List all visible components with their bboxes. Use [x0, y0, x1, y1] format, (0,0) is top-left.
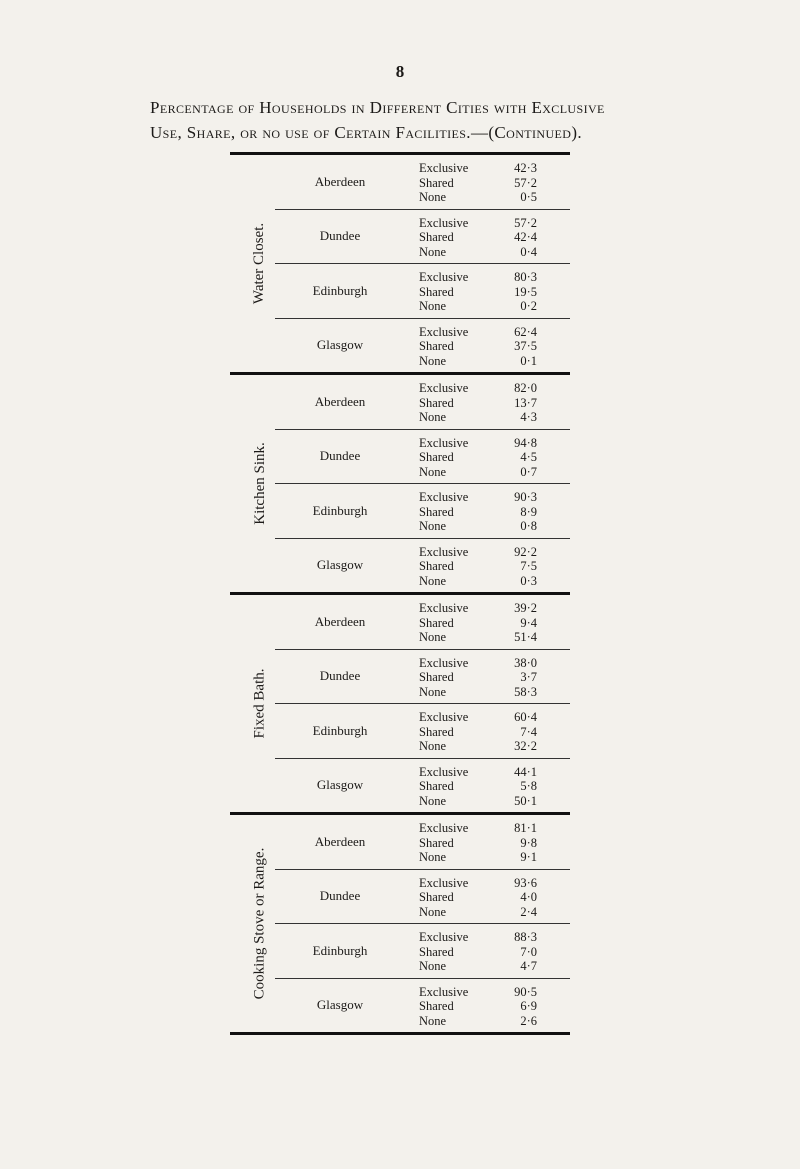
percentage-value: 7·4 — [520, 724, 537, 739]
use-type: Exclusive — [419, 544, 469, 559]
use-type: None — [419, 464, 447, 479]
facility-section — [230, 375, 570, 592]
percentage-value: 57·2 — [514, 175, 537, 190]
use-type: None — [419, 793, 447, 808]
percentage-value: 57·2 — [514, 215, 537, 230]
table-row — [419, 354, 570, 369]
city-rows — [419, 216, 570, 260]
table-row — [419, 876, 570, 891]
percentage-value: 5·8 — [520, 779, 537, 793]
city-name: Aberdeen — [314, 613, 366, 629]
table-row — [419, 905, 570, 920]
table-row — [419, 285, 570, 300]
facility-label — [252, 595, 268, 812]
city-name: Aberdeen — [314, 173, 366, 189]
percentage-value: 94·8 — [514, 435, 537, 450]
percentage-value: 60·4 — [514, 710, 537, 724]
city-name: Aberdeen — [314, 833, 366, 849]
city-group — [275, 539, 570, 593]
facility-label — [252, 815, 268, 1032]
use-type: None — [419, 1013, 447, 1028]
percentage-value: 0·8 — [520, 519, 537, 533]
percentage-value: 4·0 — [520, 890, 537, 904]
percentage-value: 7·5 — [520, 559, 537, 573]
use-type: None — [419, 519, 447, 533]
percentage-value: 6·9 — [520, 999, 537, 1013]
use-type: Shared — [419, 944, 454, 959]
use-type: None — [419, 850, 447, 864]
city-group — [275, 870, 570, 925]
table-row — [419, 999, 570, 1014]
city-name: Dundee — [319, 668, 361, 684]
facility-label — [252, 375, 268, 592]
use-type: Exclusive — [419, 710, 469, 724]
use-type: Exclusive — [419, 655, 469, 670]
city-rows — [419, 930, 570, 974]
facility-label-text: Fixed Bath. — [251, 668, 268, 739]
table-row — [419, 519, 570, 534]
city-group — [275, 155, 570, 210]
city-name: Glasgow — [316, 557, 364, 573]
city-rows — [419, 161, 570, 205]
percentage-value: 81·1 — [514, 821, 537, 835]
city-group — [275, 595, 570, 650]
percentage-value: 93·6 — [514, 875, 537, 890]
table-row — [419, 725, 570, 740]
table-row — [419, 739, 570, 754]
city-group — [275, 484, 570, 539]
city-name: Aberdeen — [314, 393, 366, 409]
city-name: Edinburgh — [312, 722, 368, 738]
percentage-value: 90·3 — [514, 490, 537, 504]
table-row — [419, 821, 570, 836]
percentage-value: 9·4 — [520, 615, 537, 630]
use-type: Exclusive — [419, 930, 469, 944]
table-row — [419, 505, 570, 520]
facility-label-text: Cooking Stove or Range. — [251, 847, 268, 1000]
use-type: Shared — [419, 450, 454, 464]
table-row — [419, 670, 570, 685]
table-row — [419, 339, 570, 354]
percentage-value: 58·3 — [514, 684, 537, 699]
city-rows — [419, 381, 570, 425]
use-type: Exclusive — [419, 984, 469, 999]
table-row — [419, 325, 570, 340]
use-type: Exclusive — [419, 764, 469, 779]
use-type: Exclusive — [419, 161, 469, 175]
page-number: 8 — [395, 62, 405, 81]
percentage-value: 38·0 — [514, 655, 537, 670]
table-row — [419, 465, 570, 480]
use-type: None — [419, 904, 447, 919]
percentage-value: 51·4 — [514, 630, 537, 644]
city-group — [275, 979, 570, 1033]
percentage-value: 0·3 — [520, 573, 537, 588]
use-type: None — [419, 684, 447, 699]
use-type: Shared — [419, 175, 454, 190]
percentage-value: 62·4 — [514, 324, 537, 339]
city-rows — [419, 985, 570, 1029]
percentage-value: 3·7 — [520, 670, 537, 684]
city-rows — [419, 545, 570, 589]
table-title-line-2: Use, Share, or no use of Certain Facilities.—(Continued). — [150, 123, 583, 142]
table-row — [419, 656, 570, 671]
use-type: Shared — [419, 724, 454, 739]
table-title-line-1: Percentage of Households in Different Cities with Exclusive — [150, 98, 605, 117]
percentage-value: 4·7 — [520, 959, 537, 973]
table-row — [419, 559, 570, 574]
use-type: Exclusive — [419, 324, 469, 339]
table-row — [419, 450, 570, 465]
city-name: Dundee — [319, 888, 361, 904]
facility-label — [252, 155, 268, 372]
table-row — [419, 396, 570, 411]
table-row — [419, 850, 570, 865]
percentage-value: 8·9 — [520, 504, 537, 519]
use-type: None — [419, 299, 447, 313]
use-type: Shared — [419, 504, 454, 519]
percentage-value: 0·5 — [520, 190, 537, 204]
table-row — [419, 410, 570, 425]
percentage-value: 0·2 — [520, 299, 537, 313]
use-type: Shared — [419, 615, 454, 630]
table-row — [419, 176, 570, 191]
city-rows — [419, 821, 570, 865]
percentage-value: 44·1 — [514, 764, 537, 779]
percentage-value: 19·5 — [514, 284, 537, 299]
table-row — [419, 574, 570, 589]
table-row — [419, 545, 570, 560]
table-row — [419, 959, 570, 974]
percentage-value: 0·7 — [520, 464, 537, 479]
city-group — [275, 815, 570, 870]
percentage-value: 37·5 — [514, 339, 537, 353]
use-type: Exclusive — [419, 381, 469, 395]
use-type: Exclusive — [419, 490, 469, 504]
use-type: Shared — [419, 999, 454, 1013]
city-group — [275, 650, 570, 705]
city-rows — [419, 876, 570, 920]
percentage-value: 42·4 — [514, 230, 537, 244]
use-type: Shared — [419, 339, 454, 353]
table-row — [419, 630, 570, 645]
percentage-value: 90·5 — [514, 984, 537, 999]
city-rows — [419, 601, 570, 645]
table-row — [419, 161, 570, 176]
table-row — [419, 381, 570, 396]
section-rule — [230, 1032, 570, 1035]
table-row — [419, 710, 570, 725]
use-type: Exclusive — [419, 601, 469, 615]
percentage-value: 82·0 — [514, 381, 537, 395]
percentage-value: 9·1 — [520, 850, 537, 864]
table-row — [419, 299, 570, 314]
table-row — [419, 601, 570, 616]
table-row — [419, 836, 570, 851]
table-row — [419, 216, 570, 231]
city-group — [275, 375, 570, 430]
percentage-value: 92·2 — [514, 544, 537, 559]
table-row — [419, 945, 570, 960]
city-name: Glasgow — [316, 997, 364, 1013]
percentage-value: 80·3 — [514, 270, 537, 284]
use-type: Shared — [419, 835, 454, 850]
city-group — [275, 264, 570, 319]
city-name: Dundee — [319, 448, 361, 464]
use-type: None — [419, 410, 447, 424]
table-row — [419, 890, 570, 905]
facility-label-text: Water Closet. — [251, 222, 268, 305]
city-group — [275, 924, 570, 979]
city-group — [275, 759, 570, 813]
use-type: Shared — [419, 230, 454, 244]
use-type: None — [419, 739, 447, 753]
use-type: None — [419, 630, 447, 644]
city-name: Glasgow — [316, 777, 364, 793]
use-type: Exclusive — [419, 875, 469, 890]
table-row — [419, 190, 570, 205]
facility-label-text: Kitchen Sink. — [251, 442, 268, 525]
city-group — [275, 210, 570, 265]
facility-section — [230, 595, 570, 812]
city-rows — [419, 490, 570, 534]
table-row — [419, 985, 570, 1000]
percentage-value: 7·0 — [520, 944, 537, 959]
use-type: Shared — [419, 670, 454, 684]
percentage-value: 88·3 — [514, 930, 537, 944]
use-type: Shared — [419, 890, 454, 904]
city-name: Edinburgh — [312, 282, 368, 298]
use-type: Shared — [419, 395, 454, 410]
table-row — [419, 436, 570, 451]
use-type: None — [419, 190, 447, 204]
percentage-value: 39·2 — [514, 601, 537, 615]
table-row — [419, 490, 570, 505]
table-row — [419, 685, 570, 700]
city-rows — [419, 765, 570, 809]
table-row — [419, 930, 570, 945]
percentage-value: 32·2 — [514, 739, 537, 753]
percentage-value: 13·7 — [514, 395, 537, 410]
use-type: Exclusive — [419, 215, 469, 230]
city-name: Glasgow — [316, 337, 364, 353]
table-row — [419, 616, 570, 631]
use-type: Exclusive — [419, 270, 469, 284]
percentage-value: 50·1 — [514, 793, 537, 808]
table-row — [419, 245, 570, 260]
use-type: Shared — [419, 559, 454, 573]
use-type: None — [419, 573, 447, 588]
table-row — [419, 765, 570, 780]
city-rows — [419, 656, 570, 700]
table-row — [419, 270, 570, 285]
use-type: Exclusive — [419, 821, 469, 835]
use-type: None — [419, 959, 447, 973]
use-type: Shared — [419, 779, 454, 793]
city-rows — [419, 710, 570, 754]
table-row — [419, 779, 570, 794]
city-rows — [419, 436, 570, 480]
percentage-value: 2·6 — [520, 1013, 537, 1028]
table-row — [419, 1014, 570, 1029]
use-type: None — [419, 353, 447, 368]
city-name: Edinburgh — [312, 502, 368, 518]
percentage-value: 0·4 — [520, 244, 537, 259]
percentage-value: 0·1 — [520, 353, 537, 368]
percentage-value: 9·8 — [520, 835, 537, 850]
percentage-value: 4·3 — [520, 410, 537, 424]
use-type: None — [419, 244, 447, 259]
city-name: Edinburgh — [312, 942, 368, 958]
use-type: Shared — [419, 284, 454, 299]
city-name: Dundee — [319, 228, 361, 244]
facilities-table — [230, 152, 570, 1035]
table-row — [419, 794, 570, 809]
city-group — [275, 430, 570, 485]
percentage-value: 2·4 — [520, 904, 537, 919]
percentage-value: 4·5 — [520, 450, 537, 464]
city-rows — [419, 270, 570, 314]
use-type: Exclusive — [419, 435, 469, 450]
city-group — [275, 704, 570, 759]
city-group — [275, 319, 570, 373]
percentage-value: 42·3 — [514, 161, 537, 175]
facility-section — [230, 815, 570, 1032]
table-row — [419, 230, 570, 245]
city-rows — [419, 325, 570, 369]
facility-section — [230, 155, 570, 372]
